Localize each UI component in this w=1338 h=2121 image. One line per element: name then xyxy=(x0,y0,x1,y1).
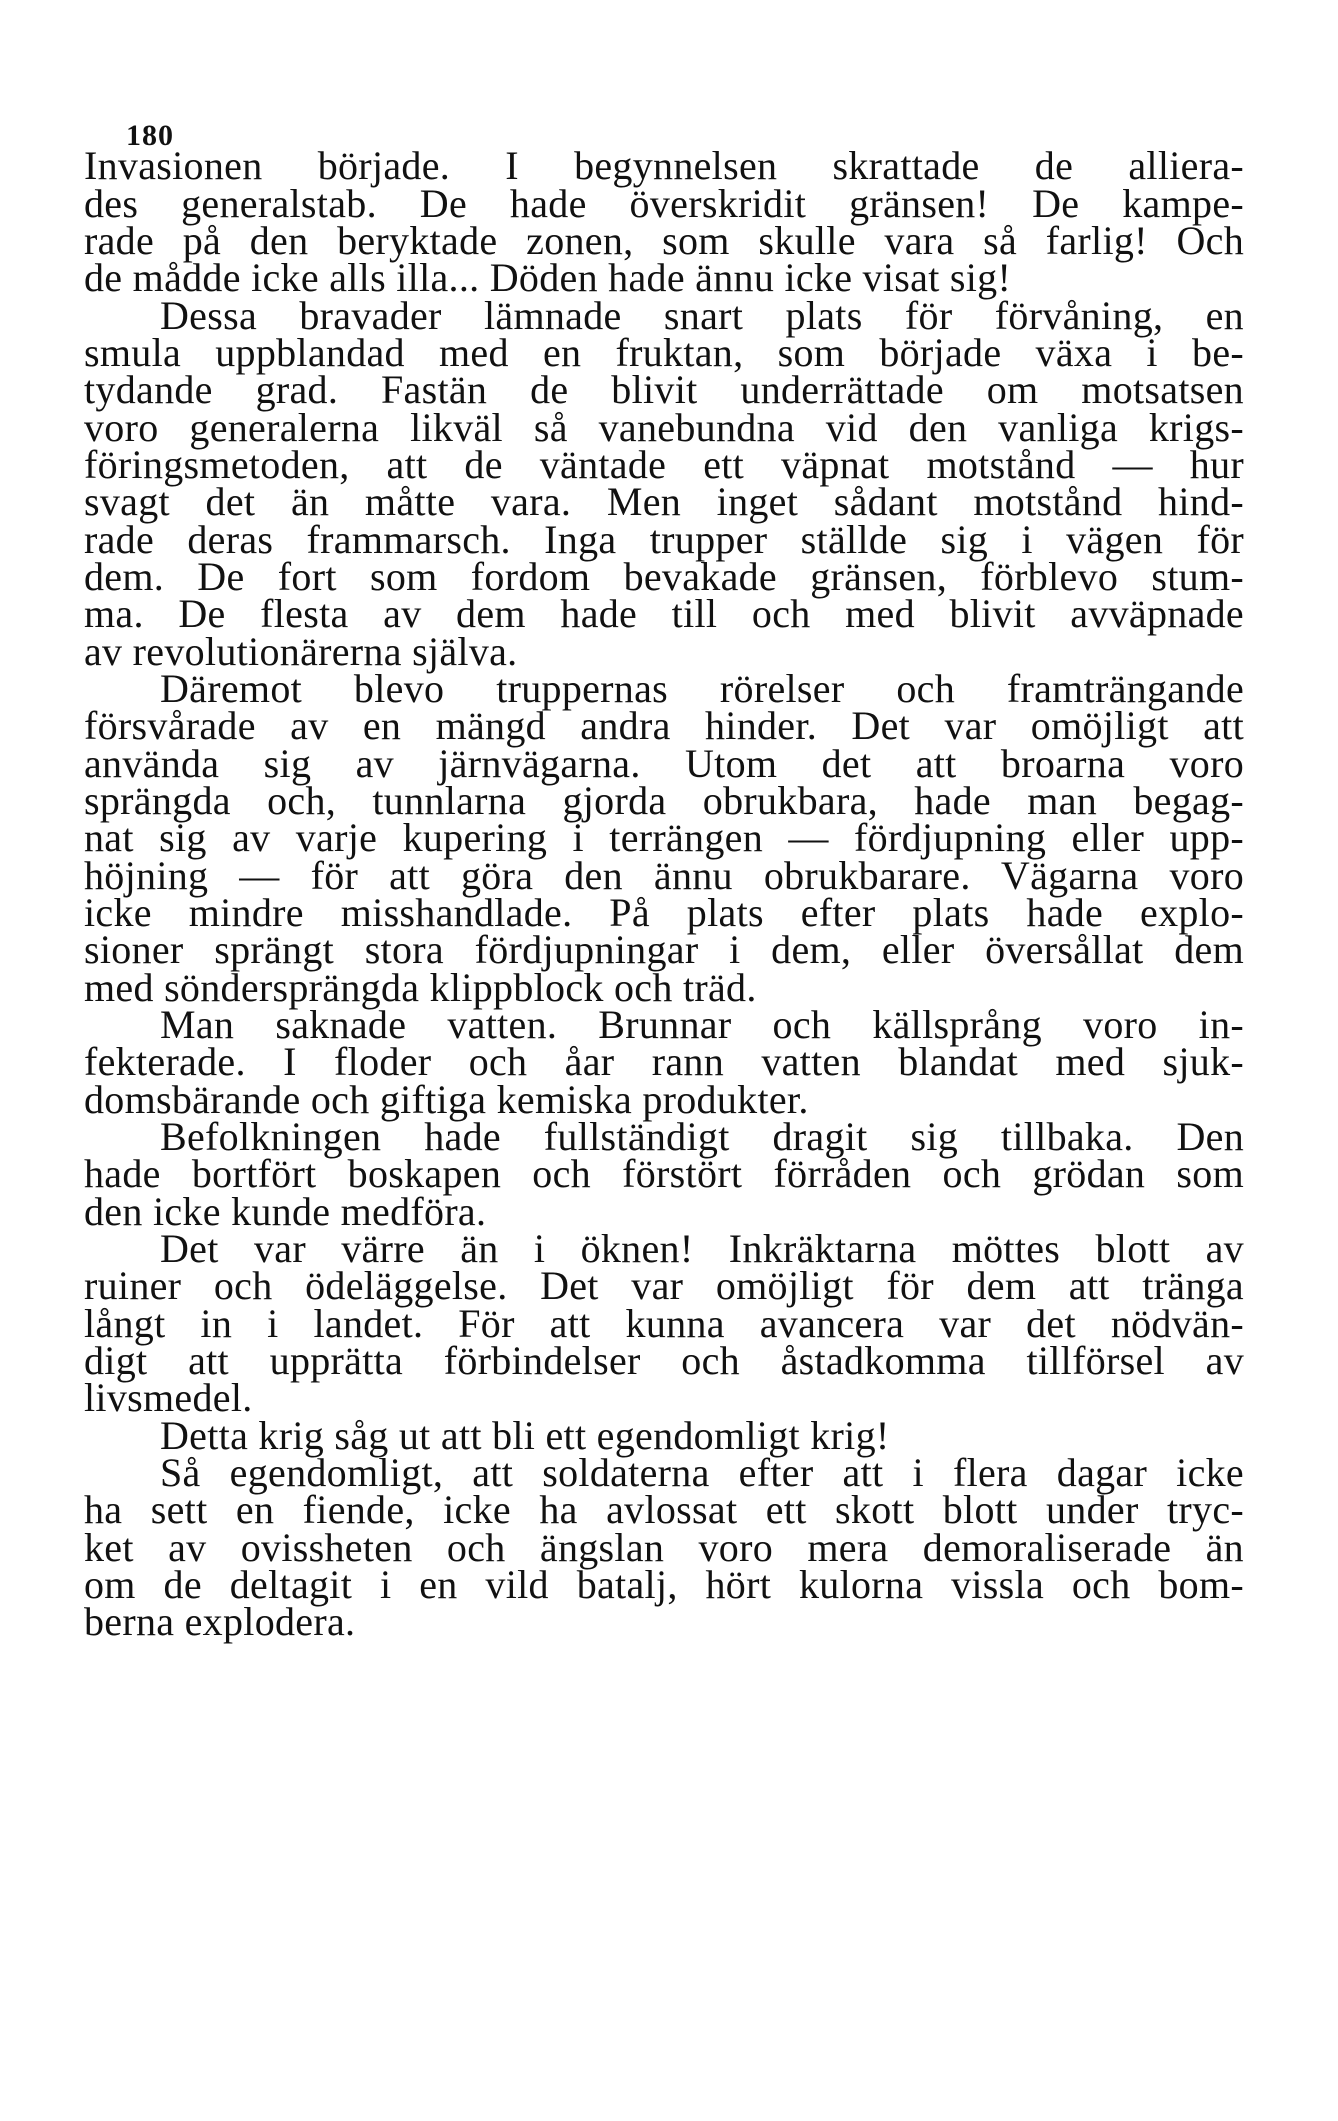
text-line: av revolutionärerna själva. xyxy=(84,629,518,674)
text-line: dem. De fort som fordom bevakade gränsen, förblevo stum- xyxy=(84,554,1244,599)
text-line: svagt det än måtte vara. Men inget sådant motstånd hind- xyxy=(84,479,1244,524)
text-line: ma. De flesta av dem hade till och med blivit avväpnade xyxy=(84,591,1244,636)
text-line: långt in i landet. För att kunna avancera var det nödvän- xyxy=(84,1301,1244,1346)
text-line: sioner sprängt stora fördjupningar i dem, eller översållat dem xyxy=(84,927,1244,972)
text-line: Man saknade vatten. Brunnar och källsprång voro in- xyxy=(160,1002,1244,1047)
text-line: rade deras frammarsch. Inga trupper ställde sig i vägen för xyxy=(84,517,1244,562)
page-number: 180 xyxy=(126,119,174,152)
text-line: hade bortfört boskapen och förstört förråden och grödan som xyxy=(84,1151,1244,1196)
text-line: föringsmetoden, att de väntade ett väpnat motstånd — hur xyxy=(84,442,1244,487)
text-line: digt att upprätta förbindelser och åstadkomma tillförsel av xyxy=(84,1338,1244,1383)
text-line: de mådde icke alls illa... Döden hade ännu icke visat sig! xyxy=(84,255,1012,300)
text-line: Detta krig såg ut att bli ett egendomligt krig! xyxy=(160,1413,890,1458)
text-line: Däremot blevo truppernas rörelser och framträngande xyxy=(160,666,1244,711)
text-line: livsmedel. xyxy=(84,1375,253,1420)
text-line: ket av ovissheten och ängslan voro mera demoraliserade än xyxy=(84,1525,1244,1570)
text-line: Det var värre än i öknen! Inkräktarna möttes blott av xyxy=(160,1226,1244,1271)
text-line: des generalstab. De hade överskridit gränsen! De kampe- xyxy=(84,181,1244,226)
text-line: domsbärande och giftiga kemiska produkter. xyxy=(84,1077,809,1122)
text-line: Invasionen började. I begynnelsen skrattade de alliera- xyxy=(84,143,1244,188)
text-line: Befolkningen hade fullständigt dragit sig tillbaka. Den xyxy=(160,1114,1244,1159)
text-line: Så egendomligt, att soldaterna efter att i flera dagar icke xyxy=(160,1450,1244,1495)
text-line: rade på den beryktade zonen, som skulle vara så farlig! Och xyxy=(84,218,1244,263)
text-line: ruiner och ödeläggelse. Det var omöjligt för dem att tränga xyxy=(84,1263,1244,1308)
text-line: om de deltagit i en vild batalj, hört kulorna vissla och bom- xyxy=(84,1562,1244,1607)
text-line: fekterade. I floder och åar rann vatten blandat med sjuk- xyxy=(84,1039,1244,1084)
text-line: berna explodera. xyxy=(84,1599,356,1644)
text-line: med söndersprängda klippblock och träd. xyxy=(84,965,757,1010)
text-line: Dessa bravader lämnade snart plats för förvåning, en xyxy=(160,293,1244,338)
text-line: smula uppblandad med en fruktan, som började växa i be- xyxy=(84,330,1244,375)
text-line: höjning — för att göra den ännu obrukbarare. Vägarna voro xyxy=(84,853,1244,898)
text-line: ha sett en fiende, icke ha avlossat ett skott blott under tryc- xyxy=(84,1487,1244,1532)
text-line: icke mindre misshandlade. På plats efter plats hade explo- xyxy=(84,890,1244,935)
text-line: sprängda och, tunnlarna gjorda obrukbara, hade man begag- xyxy=(84,778,1244,823)
text-line: nat sig av varje kupering i terrängen — fördjupning eller upp- xyxy=(84,815,1244,860)
text-line: försvårade av en mängd andra hinder. Det var omöjligt att xyxy=(84,703,1244,748)
text-line: voro generalerna likväl så vanebundna vid den vanliga krigs- xyxy=(84,405,1244,450)
text-line: använda sig av järnvägarna. Utom det att broarna voro xyxy=(84,741,1244,786)
text-line: tydande grad. Fastän de blivit underrättade om motsatsen xyxy=(84,367,1244,412)
text-line: den icke kunde medföra. xyxy=(84,1189,487,1234)
